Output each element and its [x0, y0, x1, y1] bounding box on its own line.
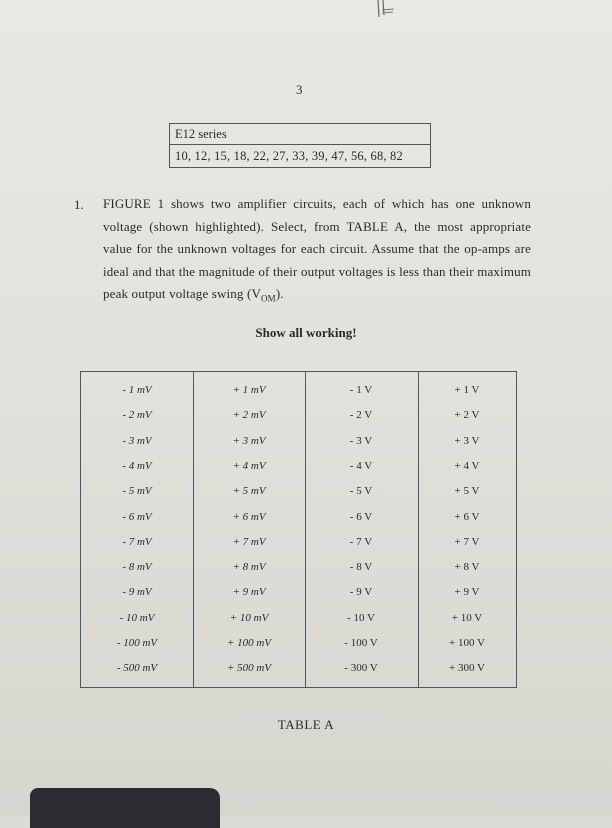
e12-values: 10, 12, 15, 18, 22, 27, 33, 39, 47, 56, 68, 82 — [175, 149, 403, 163]
table-cell: - 6 V — [349, 510, 373, 523]
table-cell: - 3 mV — [122, 434, 152, 447]
table-cell: - 10 V — [347, 611, 375, 624]
table-cell: - 1 V — [349, 384, 373, 396]
table-cell: + 300 V — [449, 662, 485, 675]
phone-edge — [30, 788, 220, 828]
table-cell: - 500 mV — [116, 662, 158, 675]
table-cell: - 300 V — [344, 662, 378, 675]
table-cell: + 9 mV — [232, 586, 266, 599]
table-column-divider — [193, 372, 194, 687]
table-cell: - 2 V — [349, 409, 373, 422]
table-cell: - 1 mV — [122, 384, 152, 396]
table-cell: + 10 mV — [229, 611, 269, 624]
pen-mark-icon — [374, 0, 396, 18]
table-cell: - 5 V — [349, 485, 373, 498]
table-cell: + 9 V — [454, 586, 480, 599]
table-cell: + 4 V — [454, 459, 480, 472]
table-cell: - 7 V — [349, 535, 373, 548]
table-cell: - 2 mV — [122, 409, 152, 422]
table-cell: - 3 V — [349, 434, 373, 447]
table-cell: + 10 V — [451, 611, 483, 624]
table-cell: - 7 mV — [122, 535, 152, 548]
table-cell: - 6 mV — [122, 510, 152, 523]
table-cell: + 100 mV — [226, 637, 272, 649]
table-cell: + 8 mV — [232, 561, 266, 574]
e12-divider — [170, 144, 430, 145]
table-cell: + 6 V — [454, 510, 480, 523]
table-cell: + 3 V — [454, 434, 480, 447]
e12-series-box — [169, 123, 431, 168]
table-cell: + 3 mV — [232, 434, 266, 447]
table-cell: - 100 V — [344, 637, 378, 649]
table-cell: + 1 mV — [232, 384, 266, 396]
table-cell: - 10 mV — [119, 611, 155, 624]
table-cell: - 4 V — [349, 459, 373, 472]
table-cell: - 5 mV — [122, 485, 152, 498]
table-cell: + 500 mV — [226, 662, 272, 675]
table-cell: - 8 V — [349, 561, 373, 574]
table-cell: - 9 V — [349, 586, 373, 599]
table-cell: + 7 V — [454, 535, 480, 548]
question-body: FIGURE 1 shows two amplifier circuits, each of which has one unknown voltage (shown highlighted). Select, from TABLE A, the most appropriate value for the unknown voltages for each circuit. Assume that the op-amps are ideal and that the magnitude of their output voltages is less than their maximum peak output voltage swing (V — [103, 196, 531, 301]
table-cell: + 7 mV — [232, 535, 266, 548]
table-a — [80, 371, 517, 688]
question-number: 1. — [74, 197, 84, 212]
table-cell: - 8 mV — [122, 561, 152, 574]
table-cell: + 8 V — [454, 561, 480, 574]
table-cell: - 100 mV — [116, 637, 158, 649]
show-working-instruction: Show all working! — [255, 325, 357, 340]
question-text — [103, 193, 531, 310]
table-column-divider — [305, 372, 306, 687]
table-cell: - 9 mV — [122, 586, 152, 599]
e12-title: E12 series — [175, 127, 227, 141]
table-cell: + 5 V — [454, 485, 480, 498]
table-cell: + 4 mV — [232, 459, 266, 472]
table-cell: + 100 V — [449, 637, 485, 649]
table-cell: + 2 V — [454, 409, 480, 422]
question-end: ). — [275, 286, 284, 301]
table-cell: - 4 mV — [122, 459, 152, 472]
table-caption: TABLE A — [277, 717, 335, 732]
table-cell: + 2 mV — [232, 409, 266, 422]
table-cell: + 1 V — [454, 384, 480, 396]
vom-subscript: OM — [261, 293, 276, 304]
page-number: 3 — [296, 82, 303, 97]
table-cell: + 5 mV — [232, 485, 266, 498]
table-cell: + 6 mV — [232, 510, 266, 523]
